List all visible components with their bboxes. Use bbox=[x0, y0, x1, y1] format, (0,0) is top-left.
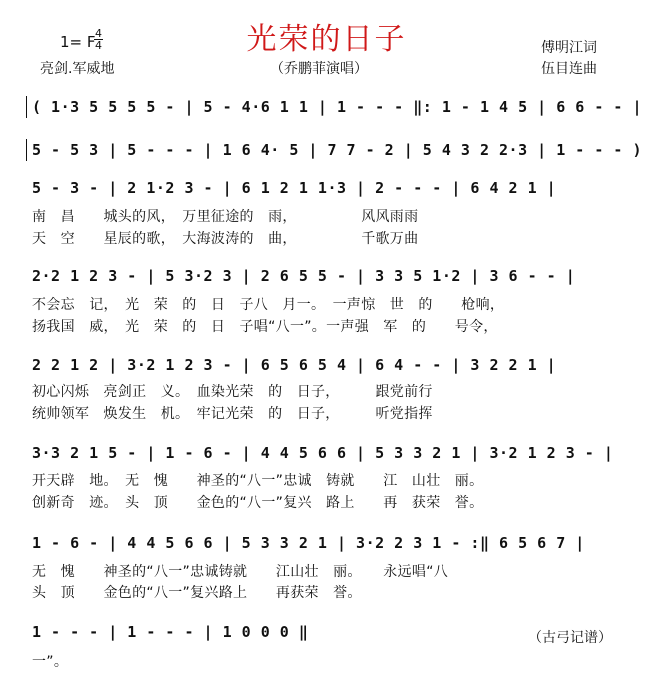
notation: 3·3 2 1 5 - | 1 - 6 - | 4 4 5 6 6 | 5 3 3 2 1 | 3·2 1 2 3 - | bbox=[32, 444, 614, 462]
key-signature: 1= F bbox=[60, 33, 96, 51]
notation: ( 1·3 5 5 5 5 - | 5 - 4·6 1 1 | 1 - - - ‖: 1 - 1 4 5 | 6 6 - - | bbox=[32, 98, 642, 116]
notation: 5 - 5 3 | 5 - - - | 1 6 4· 5 | 7 7 - 2 | 5 4 3 2 2·3 | 1 - - - ) bbox=[32, 141, 642, 159]
lyric-line: 开天辟 地。 无 愧 神圣的“八一”忠诚 铸就 江 山壮 丽。 bbox=[32, 473, 484, 489]
score-line-6 bbox=[32, 444, 625, 470]
notation: 5 - 3 - | 2 1·2 3 - | 6 1 2 1 1·3 | 2 - - - | 6 4 2 1 | bbox=[32, 179, 557, 197]
song-title: 光荣的日子 bbox=[246, 22, 407, 57]
lyric-line: 不会忘 记， 光 荣 的 日 子八 月一。 一声惊 世 的 枪响， bbox=[32, 297, 505, 313]
notation: 1 - - - | 1 - - - | 1 0 0 0 ‖ bbox=[32, 623, 309, 641]
notation: 2 2 1 2 | 3·2 1 2 3 - | 6 5 6 5 4 | 6 4 - - | 3 2 2 1 | bbox=[32, 356, 557, 374]
score-line-2 bbox=[32, 141, 642, 167]
time-signature bbox=[94, 28, 103, 51]
score-line-7 bbox=[32, 534, 625, 560]
score-line-4 bbox=[32, 267, 625, 293]
score-line-5 bbox=[32, 356, 625, 382]
lyric-line: 初心闪烁 亮剑正 义。 血染光荣 的 日子， 跟党前行 bbox=[32, 384, 433, 400]
lyricist-credit: 傅明江词 bbox=[541, 40, 597, 56]
performance-style: 亮剑.军威地 bbox=[40, 61, 115, 77]
lyric-line: 无 愧 神圣的“八一”忠诚铸就 江山壮 丽。 永远唱“八 bbox=[32, 564, 449, 580]
lyric-line: 统帅领军 焕发生 机。 牢记光荣 的 日子， 听党指挥 bbox=[32, 406, 433, 422]
lyric-line: 天 空 星辰的歌， 大海波涛的 曲， 千歌万曲 bbox=[32, 231, 419, 247]
composer-credit: 伍目连曲 bbox=[541, 61, 597, 77]
barline bbox=[26, 139, 27, 161]
time-signature-denominator: 4 bbox=[95, 39, 102, 52]
lyric-line: 一”。 bbox=[32, 654, 69, 670]
notation: 1 - 6 - | 4 4 5 6 6 | 5 3 3 2 1 | 3·2 2 3 1 - :‖ 6 5 6 7 | bbox=[32, 534, 585, 552]
lyric-line: 扬我国 威， 光 荣 的 日 子唱“八一”。一声强 军 的 号令， bbox=[32, 319, 498, 335]
singer-credit: （乔鹏菲演唱） bbox=[270, 61, 368, 77]
transcriber-credit: （古弓记谱） bbox=[528, 630, 612, 646]
notation: 2·2 1 2 3 - | 5 3·2 3 | 2 6 5 5 - | 3 3 5 1·2 | 3 6 - - | bbox=[32, 267, 576, 285]
lyric-line: 头 顶 金色的“八一”复兴路上 再获荣 誉。 bbox=[32, 585, 362, 601]
barline bbox=[26, 96, 27, 118]
score-line-3 bbox=[32, 179, 625, 205]
time-signature-numerator: 4 bbox=[95, 27, 102, 40]
score-line-1 bbox=[32, 98, 642, 124]
lyric-line: 创新奇 迹。 头 顶 金色的“八一”复兴 路上 再 获荣 誉。 bbox=[32, 495, 484, 511]
lyric-line: 南 昌 城头的风， 万里征途的 雨， 风风雨雨 bbox=[32, 209, 419, 225]
